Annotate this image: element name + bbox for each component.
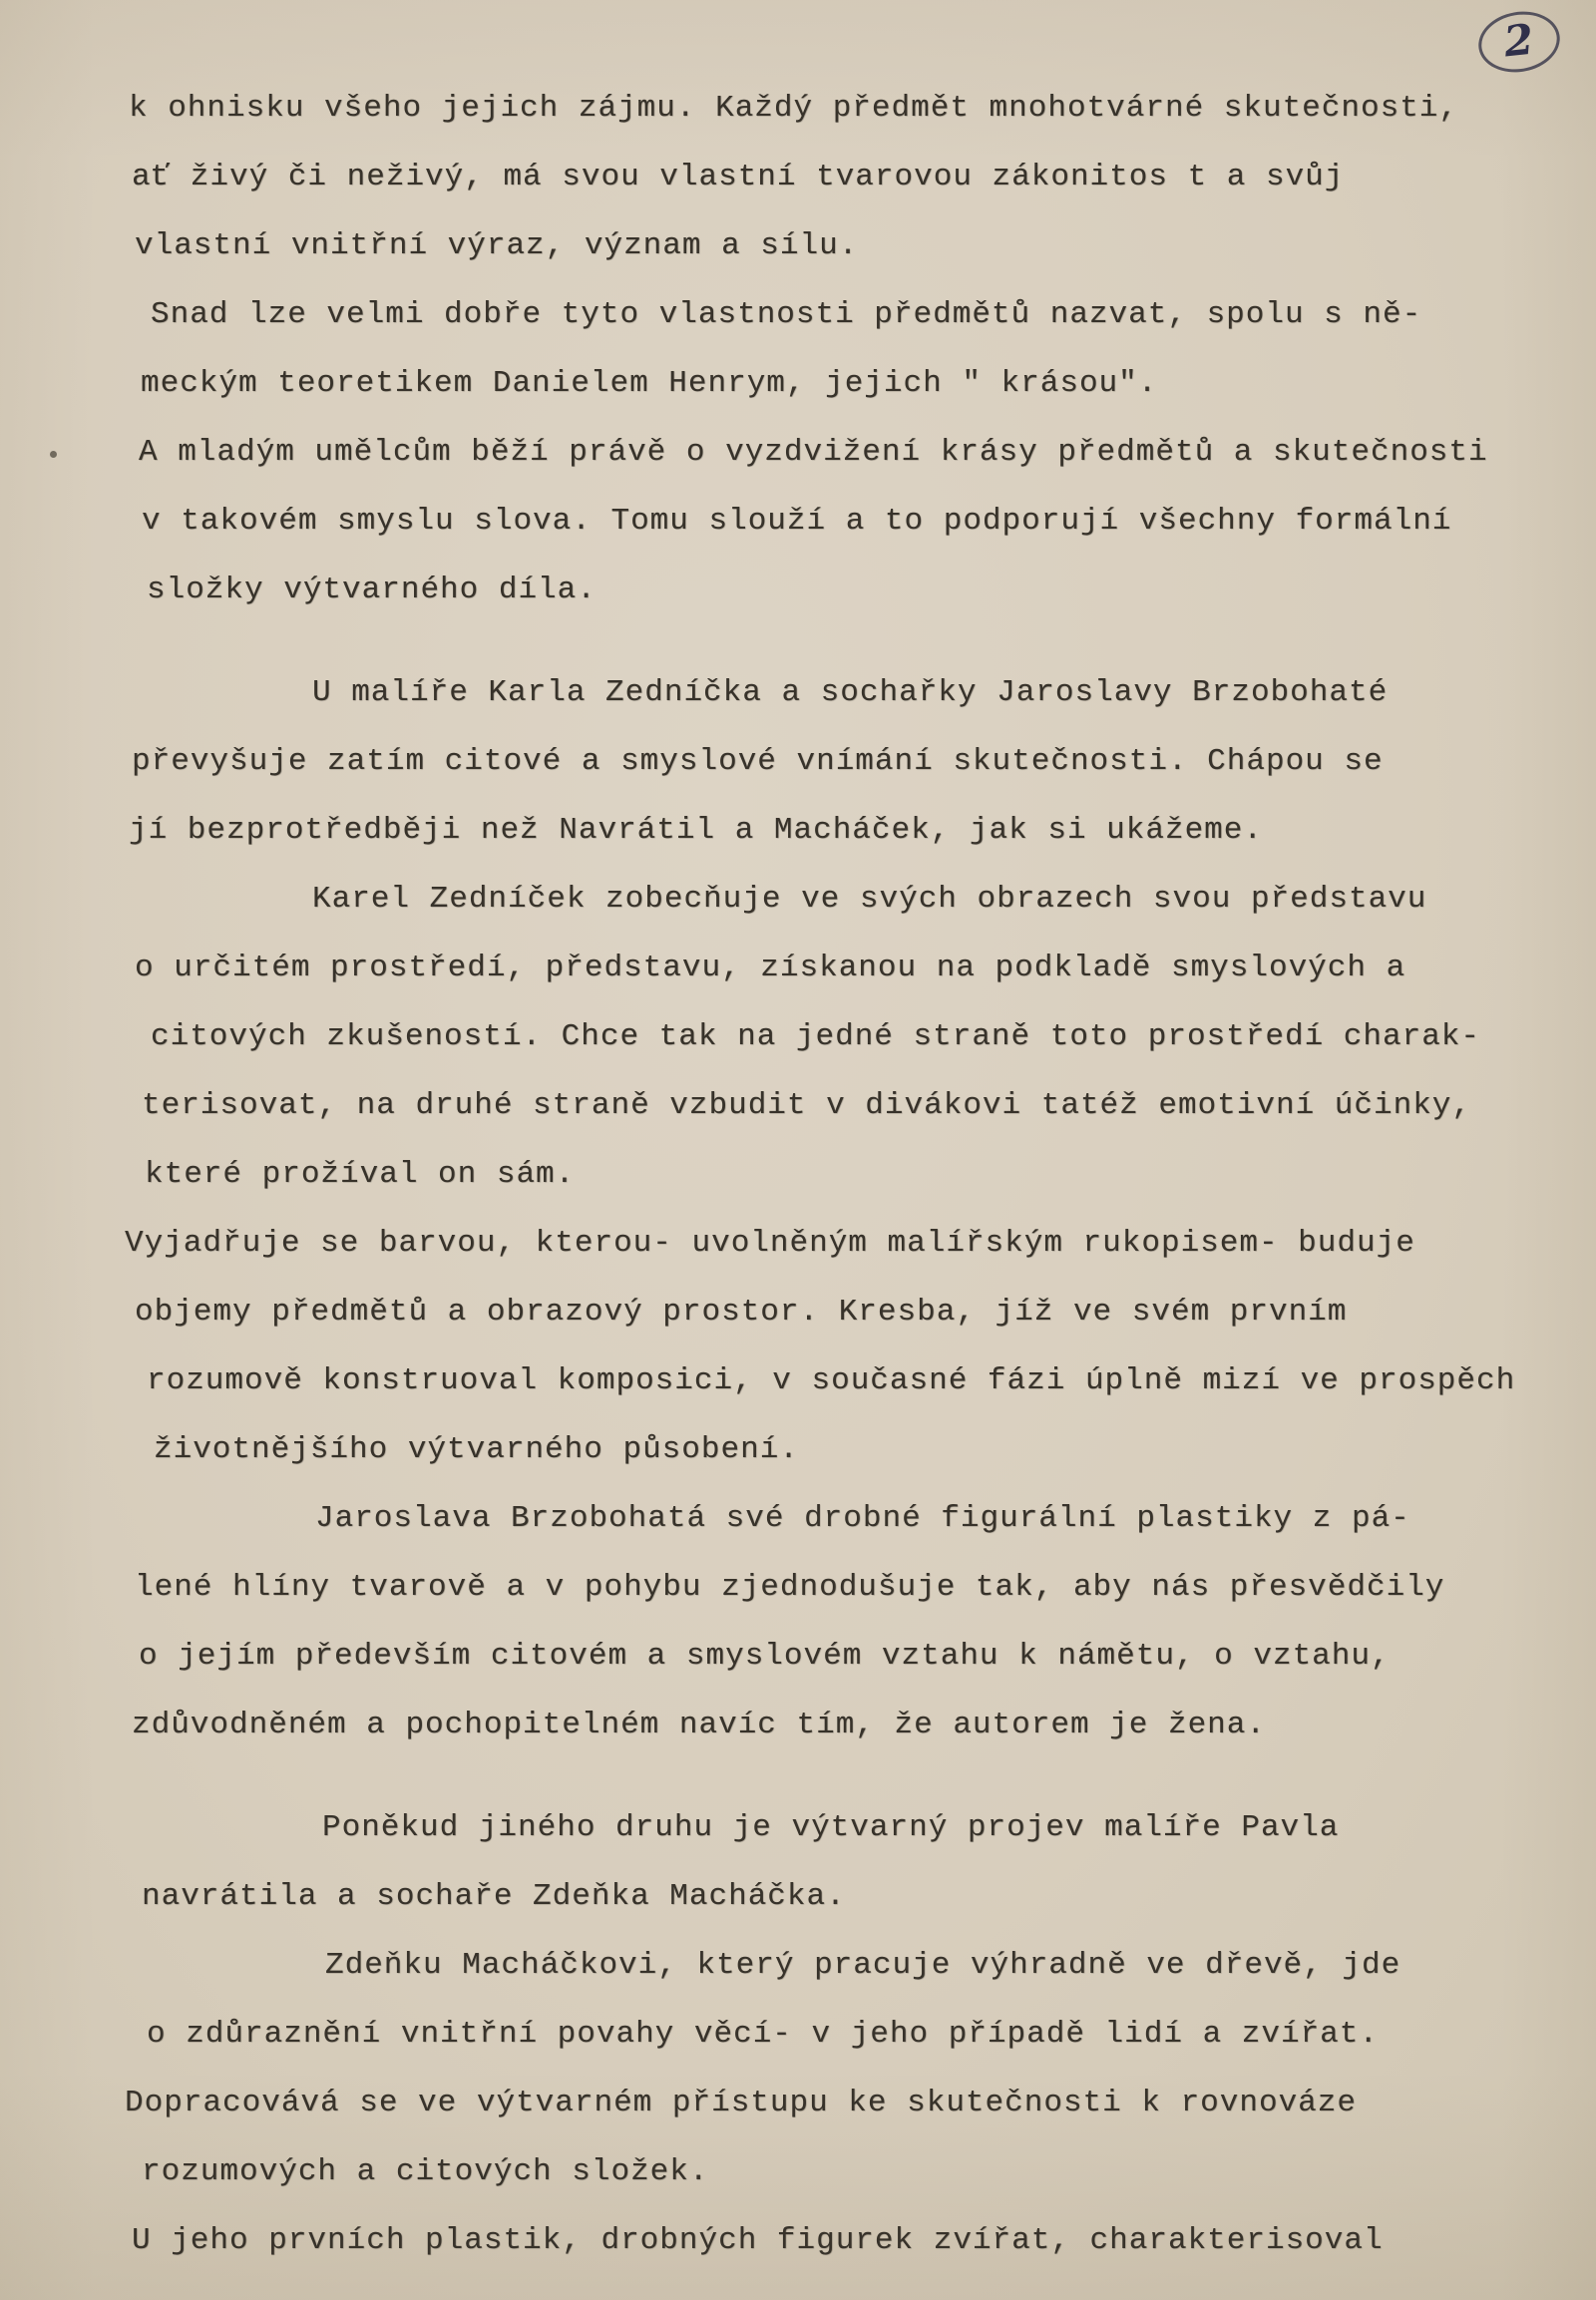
text-line: Poněkud jiného druhu je výtvarný projev malíře Pavla [322,1810,1340,1845]
text-line: převyšuje zatím citové a smyslové vnímání skutečnosti. Chápou se [132,744,1384,779]
text-line: v takovém smyslu slova. Tomu slouží a to podporují všechny formální [142,504,1452,539]
text-line: ať živý či neživý, má svou vlastní tvarovou zákonitos t a svůj [132,160,1345,194]
text-line: Snad lze velmi dobře tyto vlastnosti předmětů nazvat, spolu s ně- [151,297,1422,332]
text-line: U malíře Karla Zedníčka a sochařky Jaroslavy Brzobohaté [312,675,1389,710]
document-body [0,74,1596,2275]
text-line: o jejím především citovém a smyslovém vztahu k námětu, o vztahu, [139,1639,1391,1674]
text-line: životnějšího výtvarného působení. [154,1432,799,1467]
text-line: A mladým umělcům běží právě o vyzdvižení krásy předmětů a skutečnosti [139,435,1488,470]
text-line: Vyjadřuje se barvou, kterou- uvolněným malířským rukopisem- buduje [125,1226,1415,1261]
text-line: zdůvodněném a pochopitelném navíc tím, že autorem je žena. [132,1708,1266,1742]
text-line: objemy předmětů a obrazový prostor. Kresba, jíž ve svém prvním [135,1295,1348,1330]
text-line: vlastní vnitřní výraz, význam a sílu. [135,228,859,263]
text-line: které prožíval on sám. [145,1157,576,1192]
text-line: rozumových a citových složek. [142,2154,709,2189]
text-line: navrátila a sochaře Zdeňka Macháčka. [142,1879,846,1914]
text-line: meckým teoretikem Danielem Henrym, jejich " krásou". [141,366,1158,401]
text-line: rozumově konstruoval komposici, v současné fázi úplně mizí ve prospěch [147,1363,1516,1398]
page-number-text: 2 [1501,14,1536,66]
text-line: terisovat, na druhé straně vzbudit v divákovi tatéž emotivní účinky, [142,1088,1472,1123]
text-line: o zdůraznění vnitřní povahy věcí- v jeho případě lidí a zvířat. [147,2017,1379,2052]
text-line: o určitém prostředí, představu, získanou na podkladě smyslových a [135,951,1406,985]
text-line: složky výtvarného díla. [147,573,597,607]
text-line: jí bezprotředběji než Navrátil a Macháček, jak si ukážeme. [129,813,1263,848]
handwritten-page-number-circle [1473,5,1564,78]
text-line: Dopracovává se ve výtvarném přístupu ke skutečnosti k rovnováze [125,2086,1357,2120]
text-line: lené hlíny tvarově a v pohybu zjednodušuje tak, aby nás přesvědčily [135,1570,1445,1605]
text-line: Karel Zedníček zobecňuje ve svých obrazech svou představu [312,882,1427,917]
text-line: U jeho prvních plastik, drobných figurek zvířat, charakterisoval [132,2223,1384,2258]
text-line: Zdeňku Macháčkovi, který pracuje výhradně ve dřevě, jde [325,1948,1401,1983]
text-line: k ohnisku všeho jejich zájmu. Každý předmět mnohotvárné skutečnosti, [129,91,1459,126]
text-line: Jaroslava Brzobohatá své drobné figurální plastiky z pá- [315,1501,1410,1536]
text-line: citových zkušeností. Chce tak na jedné straně toto prostředí charak- [151,1019,1481,1054]
